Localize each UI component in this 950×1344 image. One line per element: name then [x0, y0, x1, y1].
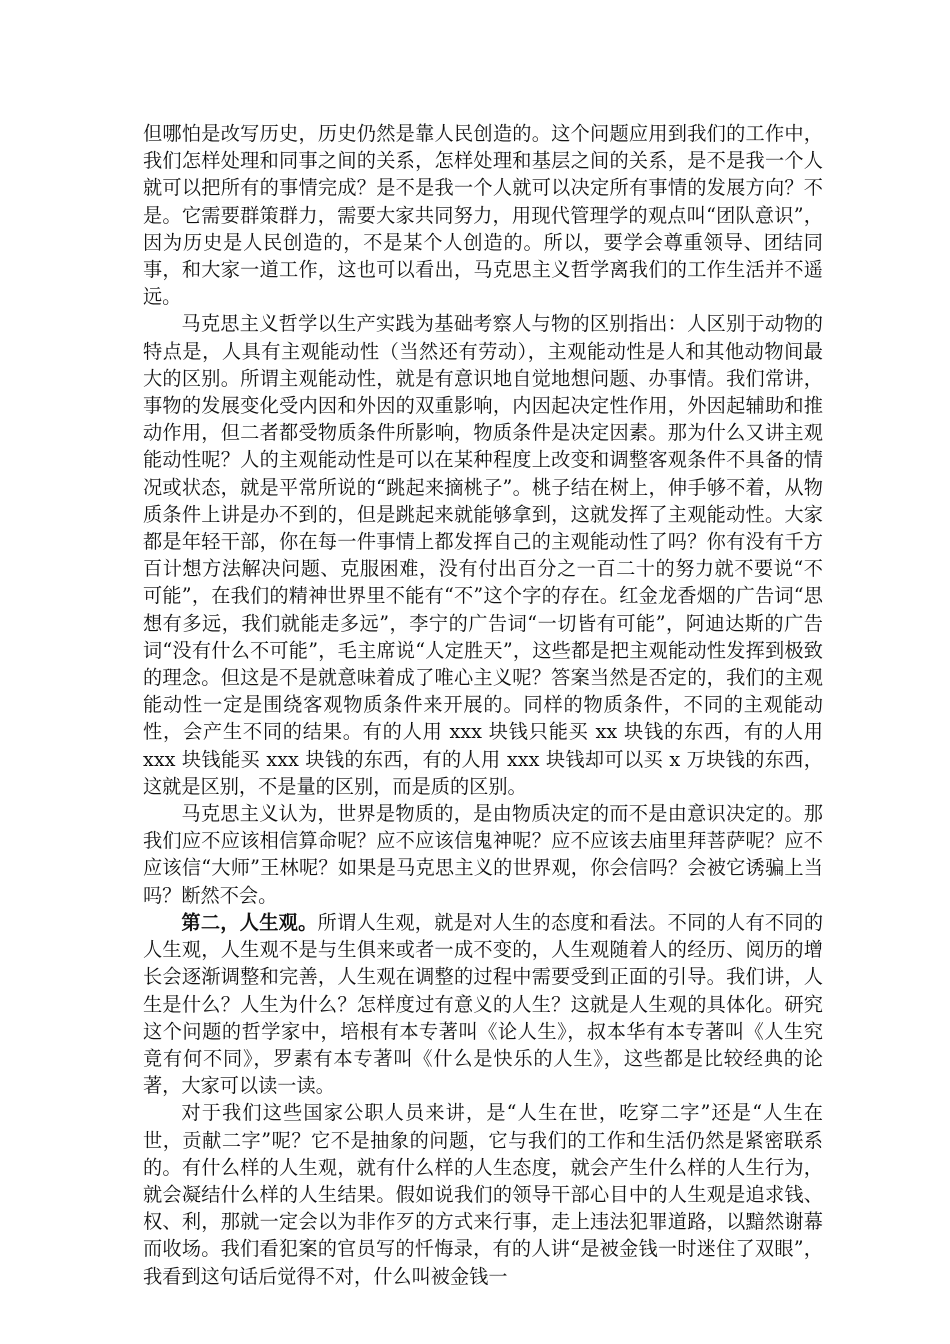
- paragraph-text: 但哪怕是改写历史，历史仍然是靠人民创造的。这个问题应用到我们的工作中，我们怎样处理和同事之间的关系，怎样处理和基层之间的关系，是不是我一个人就可以把所有的事情完成？是不是我一个人就可以决定所有事情的发展方向？不是。它需要群策群力，需要大家共同努力，用现代管理学的观点叫“团队意识”，因为历史是人民创造的，不是某个人创造的。所以，要学会尊重领导、团结同事，和大家一道工作，这也可以看出，马克思主义哲学离我们的工作生活并不遥远。: [143, 122, 823, 309]
- paragraph-public-servants: [143, 1099, 823, 1289]
- paragraph-text: 马克思主义哲学以生产实践为基础考察人与物的区别指出：人区别于动物的特点是，人具有主观能动性（当然还有劳动），主观能动性是人和其他动物间最大的区别。所谓主观能动性，就是有意识地自觉地想问题、办事情。我们常讲，事物的发展变化受内因和外因的双重影响，内因起决定性作用，外因起辅助和推动作用，但二者都受物质条件所影响，物质条件是决定因素。那为什么又讲主观能动性呢？人的主观能动性是可以在某种程度上改变和调整客观条件不具备的情况或状态，就是平常所说的“跳起来摘桃子”。桃子结在树上，伸手够不着，从物质条件上讲是办不到的，但是跳起来就能够拿到，这就发挥了主观能动性。大家都是年轻干部，你在每一件事情上都发挥自己的主观能动性了吗？你有没有千方百计想方法解决问题、克服困难，没有付出百分之一百二十的努力就不要说“不可能”，在我们的精神世界里不能有“不”这个字的存在。红金龙香烟的广告词“思想有多远，我们就能走多远”，李宁的广告词“一切皆有可能”，阿迪达斯的广告词“没有什么不可能”，毛主席说“人定胜天”，这些都是把主观能动性发挥到极致的理念。但这是不是就意味着成了唯心主义呢？答案当然是否定的，我们的主观能动性一定是围绕客观物质条件来开展的。同样的物质条件，不同的主观能动性，会产生不同的结果。有的人用 xxx 块钱只能买 xx 块钱的东西，有的人用 xxx 块钱能买 xxx 块钱的东西，有的人用 xxx 块钱却可以买 x 万块钱的东西，这就是区别，不是量的区别，而是质的区别。: [143, 312, 823, 798]
- paragraph-history-people: [143, 120, 823, 310]
- paragraph-text: 对于我们这些国家公职人员来讲，是“人生在世，吃穿二字”还是“人生在世，贡献二字”呢？它不是抽象的问题，它与我们的工作和生活仍然是紧密联系的。有什么样的人生观，就有什么样的人生态度，就会产生什么样的人生行为，就会凝结什么样的人生结果。假如说我们的领导干部心目中的人生观是追求钱、权、利，那就一定会以为非作歹的方式来行事，走上违法犯罪道路，以黯然谢幕而收场。我们看犯案的官员写的忏悔录，有的人讲“是被金钱一时迷住了双眼”，我看到这句话后觉得不对，什么叫被金钱一: [143, 1101, 823, 1288]
- document-page: [143, 120, 823, 1290]
- paragraph-text: 所谓人生观，就是对人生的态度和看法。不同的人有不同的人生观，人生观不是与生俱来或者一成不变的，人生观随着人的经历、阅历的增长会逐渐调整和完善，人生观在调整的过程中需要受到正面的引导。我们讲，人生是什么？人生为什么？怎样度过有意义的人生？这就是人生观的具体化。研究这个问题的哲学家中，培根有本专著叫《论人生》，叔本华有本专著叫《人生究竟有何不同》，罗素有本专著叫《什么是快乐的人生》，这些都是比较经典的论著，大家可以读一读。: [143, 910, 824, 1098]
- section-heading: 第二，人生观。: [181, 910, 318, 934]
- paragraph-outlook-on-life: [143, 909, 823, 1099]
- paragraph-subjective-initiative: [143, 310, 823, 800]
- paragraph-materialism: [143, 800, 823, 909]
- paragraph-text: 马克思主义认为，世界是物质的，是由物质决定的而不是由意识决定的。那我们应不应该相信算命呢？应不应该信鬼神呢？应不应该去庙里拜菩萨呢？应不应该信“大师”王林呢？如果是马克思主义的世界观，你会信吗？会被它诱骗上当吗？断然不会。: [143, 802, 823, 907]
